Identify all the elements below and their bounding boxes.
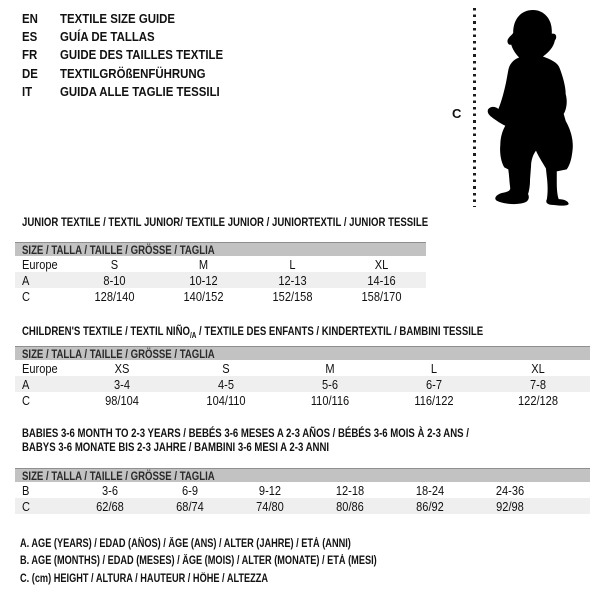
table-cell: 116/122 bbox=[414, 392, 454, 408]
table-row-months bbox=[15, 482, 590, 498]
row-label bbox=[15, 483, 70, 498]
table-row-age bbox=[15, 272, 426, 288]
note-height-cm bbox=[20, 570, 466, 588]
table-cell: 110/116 bbox=[310, 392, 350, 408]
row-label bbox=[15, 393, 70, 408]
language-code bbox=[22, 66, 60, 81]
table-cell: 10-12 bbox=[189, 272, 218, 288]
table-cell: 8-10 bbox=[103, 272, 126, 288]
table-cell: 14-16 bbox=[367, 272, 396, 288]
size-header-bar bbox=[15, 346, 590, 360]
table-cell: 158/170 bbox=[361, 288, 402, 304]
language-code bbox=[22, 47, 60, 62]
table-cell: S bbox=[222, 360, 230, 376]
title-subscript: /A bbox=[189, 331, 197, 340]
babies-title-line2: BABYS 3-6 MONATE BIS 2-3 JAHRE / BAMBINI 3-6 MESI A 2-3 ANNI bbox=[22, 440, 330, 454]
note-text: A. AGE (YEARS) / EDAD (AÑOS) / ÂGE (ANS) / ALTER (JAHRE) / ETÀ (ANNI) bbox=[20, 537, 351, 550]
size-header-text: SIZE / TALLA / TAILLE / GRÖSSE / TAGLIA bbox=[22, 242, 215, 257]
table-cell: 86/92 bbox=[416, 498, 444, 514]
guide-title bbox=[60, 84, 242, 99]
table-cell: 3-4 bbox=[114, 376, 130, 392]
guide-title bbox=[60, 29, 168, 44]
junior-size-table bbox=[15, 242, 426, 304]
table-cell: L bbox=[430, 360, 438, 376]
language-row-es bbox=[22, 27, 245, 45]
table-cell: XL bbox=[531, 360, 545, 376]
row-label bbox=[15, 377, 70, 392]
language-code-text: IT bbox=[22, 83, 33, 99]
row-label-text: C bbox=[22, 498, 30, 514]
table-cell: 7-8 bbox=[530, 376, 546, 392]
guide-title-text: GUÍA DE TALLAS bbox=[60, 28, 155, 44]
language-code bbox=[22, 11, 60, 26]
table-row-europe bbox=[15, 256, 426, 272]
children-table-title bbox=[22, 324, 598, 343]
table-cell: XS bbox=[114, 360, 130, 376]
language-code-text: ES bbox=[22, 28, 38, 44]
guide-title bbox=[60, 66, 225, 81]
language-code bbox=[22, 29, 60, 44]
table-cell: 12-13 bbox=[278, 272, 307, 288]
table-cell: 140/152 bbox=[183, 288, 224, 304]
title-pre: CHILDREN'S TEXTILE / TEXTIL NIÑO bbox=[22, 324, 190, 338]
table-cell: 122/128 bbox=[518, 392, 558, 408]
table-cell: 92/98 bbox=[496, 498, 524, 514]
babies-table-title bbox=[22, 426, 581, 454]
table-cell: 152/158 bbox=[272, 288, 313, 304]
guide-title-text: TEXTILE SIZE GUIDE bbox=[60, 10, 176, 26]
table-cell: 98/104 bbox=[105, 392, 139, 408]
row-label bbox=[15, 273, 70, 288]
row-label bbox=[15, 361, 70, 376]
table-cell: 5-6 bbox=[322, 376, 338, 392]
junior-table-title-text: JUNIOR TEXTILE / TEXTIL JUNIOR/ TEXTILE JUNIOR / JUNIORTEXTIL / JUNIOR TESSILE bbox=[22, 215, 429, 229]
table-cell: 6-9 bbox=[182, 482, 198, 498]
language-code-text: EN bbox=[22, 10, 38, 26]
row-label-text: Europe bbox=[22, 360, 58, 376]
children-table-title-text bbox=[22, 324, 483, 343]
table-cell: M bbox=[325, 360, 335, 376]
legend-notes bbox=[20, 535, 466, 588]
babies-size-table bbox=[15, 468, 590, 514]
height-measure-label: C bbox=[452, 106, 462, 121]
note-text: B. AGE (MONTHS) / EDAD (MESES) / ÂGE (MOIS) / ALTER (MONATE) / ETÀ (MESI) bbox=[20, 555, 377, 568]
row-label-text: C bbox=[22, 392, 30, 408]
table-cell: 104/110 bbox=[206, 392, 246, 408]
row-label-text: C bbox=[22, 288, 30, 304]
row-label-text: B bbox=[22, 482, 30, 498]
size-header-text: SIZE / TALLA / TAILLE / GRÖSSE / TAGLIA bbox=[22, 468, 215, 483]
note-age-months bbox=[20, 553, 466, 571]
junior-table-title bbox=[22, 215, 530, 229]
row-label-text: A bbox=[22, 272, 30, 288]
title-post: / TEXTILE DES ENFANTS / KINDERTEXTIL / BAMBINI TESSILE bbox=[196, 324, 484, 338]
table-cell: 128/140 bbox=[94, 288, 135, 304]
note-text: C. (cm) HEIGHT / ALTURA / HAUTEUR / HÖHE / ALTEZZA bbox=[20, 572, 269, 585]
table-cell: 9-12 bbox=[258, 482, 282, 498]
table-row-age bbox=[15, 376, 590, 392]
language-title-list bbox=[22, 9, 245, 100]
row-label-text: A bbox=[22, 376, 30, 392]
table-cell: 24-36 bbox=[495, 482, 525, 498]
size-header-bar bbox=[15, 468, 590, 482]
guide-title-text: GUIDA ALLE TAGLIE TESSILI bbox=[60, 83, 220, 99]
table-cell: 18-24 bbox=[415, 482, 445, 498]
language-code bbox=[22, 84, 60, 99]
table-row-height bbox=[15, 288, 426, 304]
baby-silhouette-icon bbox=[481, 7, 587, 207]
table-cell: M bbox=[198, 256, 209, 272]
table-row-height bbox=[15, 392, 590, 408]
table-cell: 6-7 bbox=[426, 376, 442, 392]
table-cell: L bbox=[289, 256, 296, 272]
babies-title-line1: BABIES 3-6 MONTH TO 2-3 YEARS / BEBÉS 3-6 MESES A 2-3 AÑOS / BÉBÉS 3-6 MOIS À 2-3 ANS / bbox=[22, 426, 469, 440]
table-cell: 68/74 bbox=[176, 498, 204, 514]
language-row-it bbox=[22, 82, 245, 100]
table-cell: 74/80 bbox=[256, 498, 284, 514]
size-header-bar bbox=[15, 242, 426, 256]
language-code-text: DE bbox=[22, 65, 38, 81]
height-dashed-line bbox=[473, 8, 476, 207]
language-row-de bbox=[22, 64, 245, 82]
table-row-height bbox=[15, 498, 590, 514]
row-label bbox=[15, 289, 70, 304]
guide-title-text: GUIDE DES TAILLES TEXTILE bbox=[60, 47, 224, 63]
table-row-europe bbox=[15, 360, 590, 376]
table-cell: S bbox=[110, 256, 119, 272]
language-row-fr bbox=[22, 46, 245, 64]
language-row-en bbox=[22, 9, 245, 27]
table-cell: 80/86 bbox=[336, 498, 364, 514]
row-label bbox=[15, 257, 70, 272]
children-size-table bbox=[15, 346, 590, 408]
row-label bbox=[15, 499, 70, 514]
note-age-years bbox=[20, 535, 466, 553]
table-cell: XL bbox=[374, 256, 389, 272]
guide-title-text: TEXTILGRÖßENFÜHRUNG bbox=[60, 65, 206, 81]
table-cell: 62/68 bbox=[96, 498, 124, 514]
table-cell: 4-5 bbox=[218, 376, 234, 392]
size-header-text: SIZE / TALLA / TAILLE / GRÖSSE / TAGLIA bbox=[22, 346, 215, 361]
row-label-text: Europe bbox=[22, 256, 58, 272]
guide-title bbox=[60, 11, 191, 26]
guide-title bbox=[60, 47, 245, 62]
language-code-text: FR bbox=[22, 47, 38, 63]
table-cell: 3-6 bbox=[102, 482, 118, 498]
table-cell: 12-18 bbox=[335, 482, 365, 498]
